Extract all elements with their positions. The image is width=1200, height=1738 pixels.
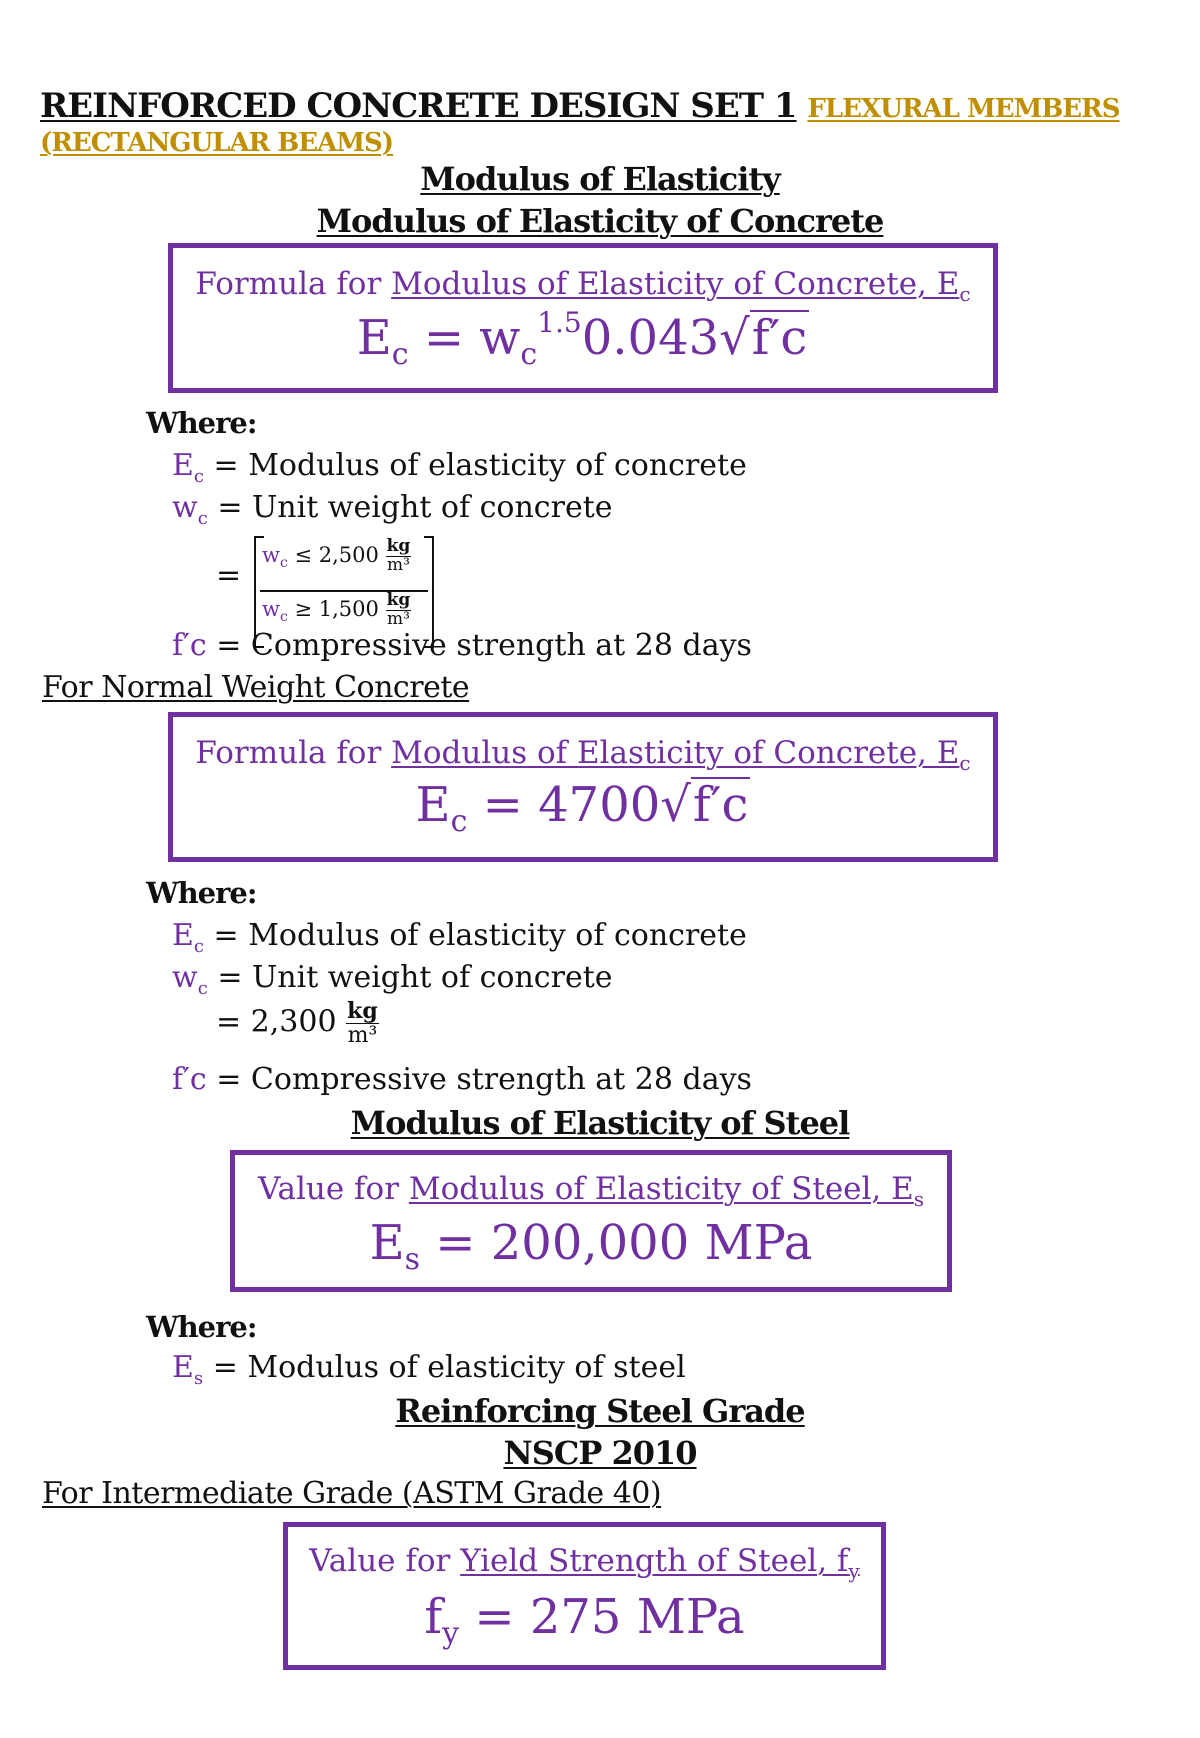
where-heading-2: Where:	[146, 876, 257, 910]
where1-wc-line: $w_c$ = Unit weight of concrete	[172, 490, 613, 529]
formula-label-link: Modulus of Elasticity of Concrete, $E_c$	[391, 266, 971, 307]
section-code: NSCP 2010	[503, 1434, 697, 1472]
where2-fc-line: f′c = Compressive strength at 28 days	[172, 1062, 752, 1097]
value-box-steel-modulus	[230, 1150, 952, 1292]
where2-wc-line: $w_c$ = Unit weight of concrete	[172, 960, 613, 999]
section-subtitle-concrete: Modulus of Elasticity of Concrete	[316, 202, 884, 240]
where1-range-eq: =	[216, 558, 242, 593]
topic-tag-line2: (RECTANGULAR BEAMS)	[40, 128, 394, 158]
where1-fc-line: f′c = Compressive strength at 28 days	[172, 628, 752, 663]
topic-tag: FLEXURAL MEMBERS	[807, 94, 1120, 124]
section-title-moe: Modulus of Elasticity	[420, 160, 780, 198]
header-title-line	[40, 86, 1120, 126]
formula-box-concrete-normal	[168, 712, 998, 862]
section-title-steel: Modulus of Elasticity of Steel	[350, 1104, 850, 1142]
value-label: Value for Yield Strength of Steel, $f_y$	[309, 1543, 860, 1584]
formula-box-concrete-general	[168, 243, 998, 393]
value-fy: $f_y = 275$ MPa	[424, 1589, 745, 1651]
where2-wc-value: = 2,300 $\frac{kg}{\text{m³}}$	[216, 998, 378, 1049]
range-lower: $w_c \ge 1,500$ $\frac{kg}{\text{m³}}$	[262, 590, 411, 629]
range-upper: $w_c \le 2,500$ $\frac{kg}{\text{m³}}$	[262, 536, 411, 575]
value-label-link: Modulus of Elasticity of Steel, $E_s$	[408, 1171, 925, 1212]
formula-label: Formula for Modulus of Elasticity of Concrete, $E_c$	[195, 735, 971, 776]
where3-es-line: $E_s$ = Modulus of elasticity of steel	[172, 1350, 686, 1389]
normal-weight-heading: For Normal Weight Concrete	[42, 670, 470, 705]
value-label: Value for Modulus of Elasticity of Steel, $E_s$	[257, 1171, 925, 1212]
formula-label-link: Modulus of Elasticity of Concrete, $E_c$	[391, 735, 971, 776]
value-label-link: Yield Strength of Steel, $f_y$	[460, 1543, 860, 1584]
formula-label: Formula for Modulus of Elasticity of Concrete, $E_c$	[195, 266, 971, 307]
formula-ec-normal: $E_c = 4700√f'c$	[415, 777, 749, 839]
intermediate-grade-heading: For Intermediate Grade (ASTM Grade 40)	[42, 1476, 662, 1511]
where-heading-3: Where:	[146, 1310, 257, 1344]
value-box-yield-strength	[283, 1522, 886, 1670]
where-heading-1: Where:	[146, 406, 257, 440]
document-title: REINFORCED CONCRETE DESIGN SET 1	[40, 86, 797, 126]
where2-ec-line: $E_c$ = Modulus of elasticity of concrete	[172, 918, 747, 957]
section-title-grade: Reinforcing Steel Grade	[395, 1392, 805, 1430]
value-es: $E_s = 200,000$ MPa	[369, 1215, 813, 1277]
where1-ec-line: $E_c$ = Modulus of elasticity of concrete	[172, 448, 747, 487]
formula-ec-general: $E_c = w_c^{1.5}0.043√f'c$	[356, 306, 808, 372]
